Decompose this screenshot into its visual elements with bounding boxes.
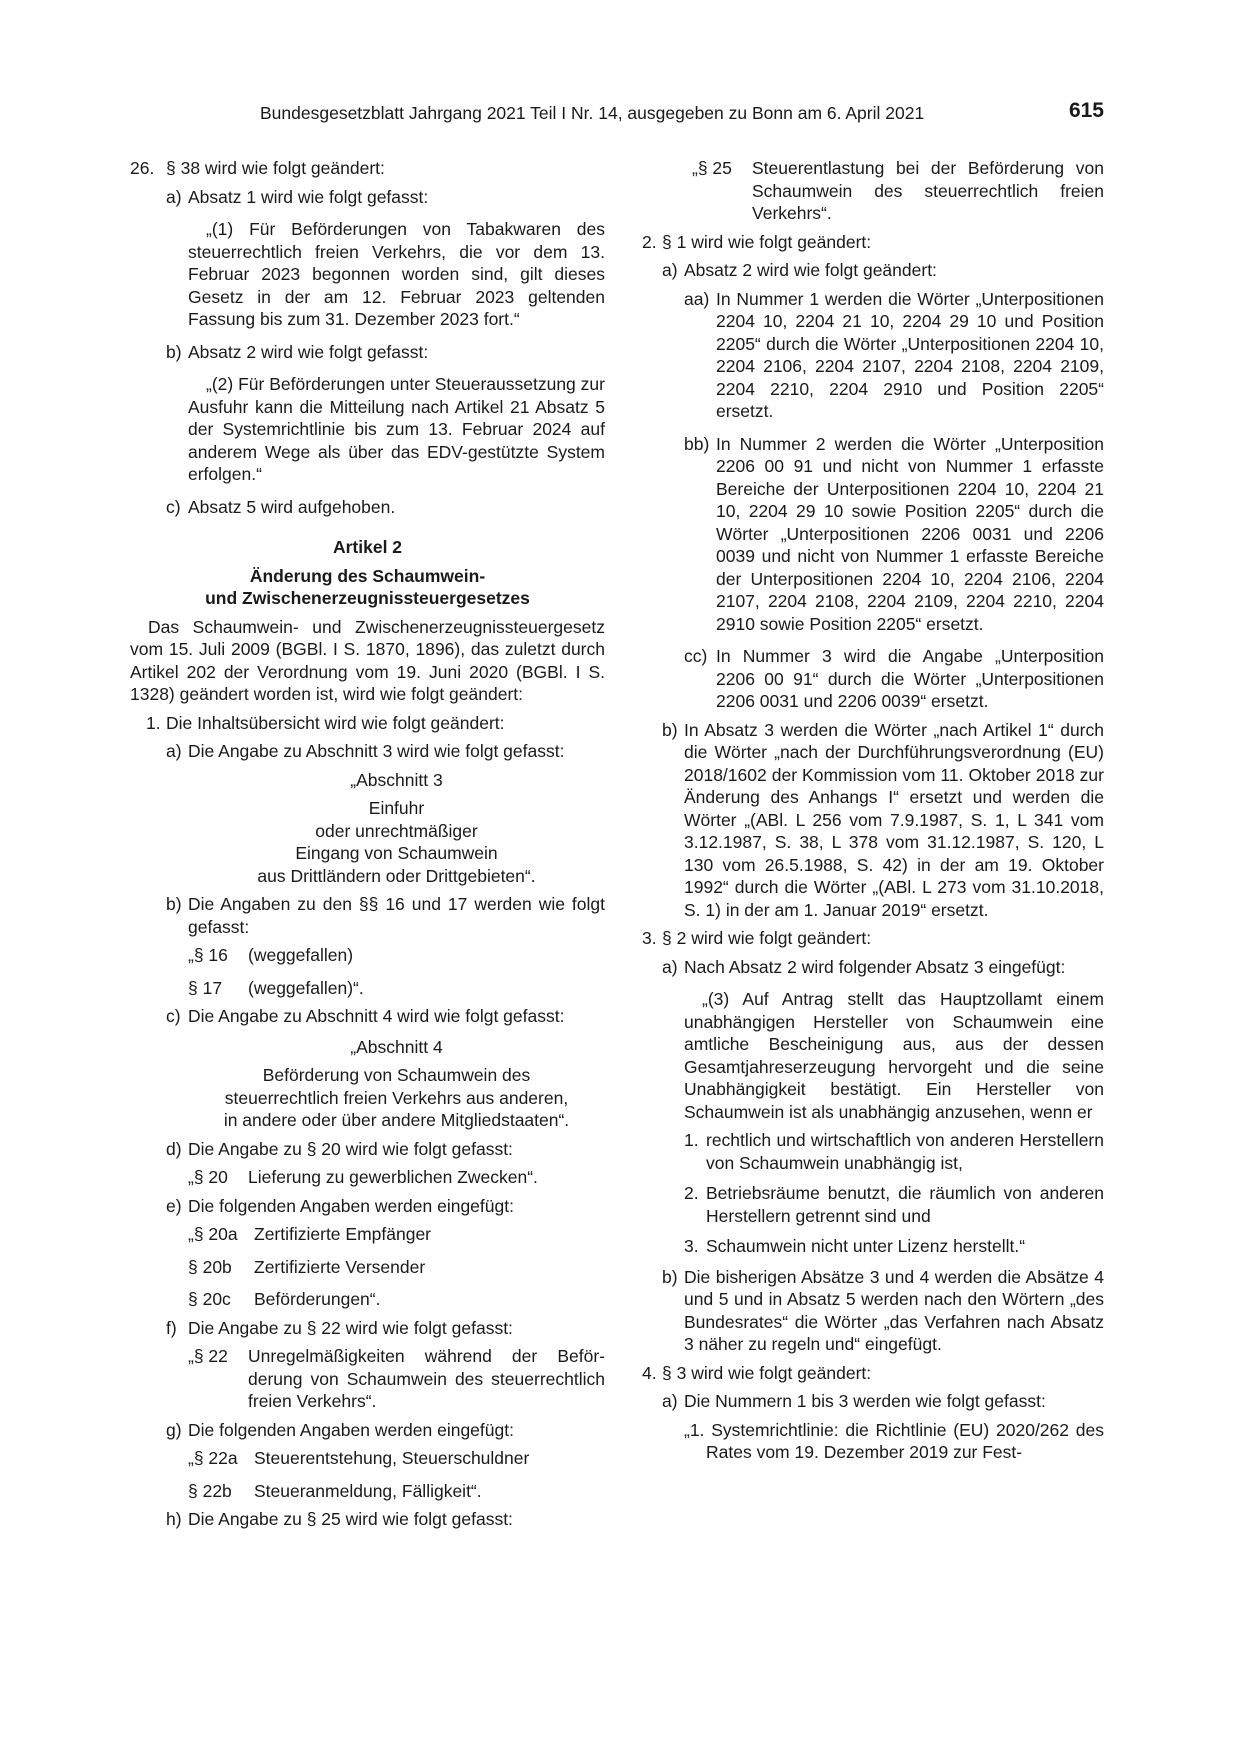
item-text: Die Angaben zu den §§ 16 und 17 werden wie folgt gefasst:: [188, 894, 605, 937]
item-number: 1.: [146, 712, 161, 733]
item-letter: cc): [684, 646, 708, 666]
section-title: Lieferung zu gewerblichen Zwecken“.: [248, 1167, 538, 1187]
section-title: (weggefallen): [248, 945, 354, 965]
item-number: 2.: [642, 231, 657, 252]
item-letter: f): [166, 1317, 177, 1338]
item-4: [642, 1362, 1104, 1385]
article-title: Artikel 2: [332, 537, 403, 557]
section-title: Steueranmeldung, Fälligkeit“.: [254, 1480, 482, 1501]
section-number: § 20c: [188, 1289, 231, 1309]
item-1g: [166, 1419, 605, 1442]
item-text: Absatz 5 wird aufgehoben.: [188, 496, 396, 517]
item-text: In Nummer 1 werden die Wörter „Unterpositionen 2204 10, 2204 21 10, 2204 29 10 und Position 2205“ durch die Wörter „Unterpositionen 2204 10, 2204 2106, 2204 2107, 2204 2108, 2204 2109, 2204 2210, 2204 2910 und Position 2205“ ersetzt.: [716, 288, 1104, 421]
item-2b: [662, 719, 1104, 922]
item-text: Die Angabe zu Abschnitt 4 wird wie folgt gefasst:: [188, 1006, 565, 1026]
item-2a-cc: [684, 645, 1104, 713]
toc-entry-20a: [188, 1223, 605, 1246]
section-number: „§ 20a: [188, 1224, 238, 1244]
item-text: In Nummer 2 werden die Wörter „Unterposition 2206 00 91 und nicht von Nummer 1 erfasste Bereiche der Unterpositionen 2204 10, 2204 21 10, 2204 29 10 sowie Position 2205“ durch die Wörter „Unterpositionen 2206 0031 und 2206 0039 und nicht von Nummer 1 erfasste Bereiche der Unterpositionen 2204 10, 2204 2106, 2204 2107, 2204 2108, 2204 2109, 2204 2210, 2204 2910 sowie Position 2205“ ersetzt.: [716, 433, 1104, 634]
item-text: Die Angabe zu § 22 wird wie folgt gefasst:: [188, 1317, 513, 1338]
section-number: „§ 25: [692, 158, 732, 178]
item-1a: [166, 740, 605, 763]
item-1h: [166, 1508, 605, 1531]
item-number: 1.: [684, 1130, 699, 1150]
item-letter: b): [166, 894, 182, 914]
item-number: 3.: [642, 928, 657, 948]
section-heading: „Abschnitt 4: [350, 1036, 443, 1057]
item-text: Die bisherigen Absätze 3 und 4 werden die Absätze 4 und 5 und in Absatz 5 werden nach den Wörtern „des Bundesrates“ die Wörter „das Verfahren nach Absatz 3 näher zu regeln und“ eingefügt.: [684, 1266, 1104, 1354]
item-2a-bb: [684, 433, 1104, 636]
item-number: 3.: [684, 1236, 699, 1256]
item-text: § 2 wird wie folgt geändert:: [662, 928, 872, 948]
item-text: Die Angabe zu § 25 wird wie folgt gefasst:: [188, 1509, 513, 1529]
left-column: [130, 157, 605, 1531]
section-title: (weggefallen)“.: [248, 977, 364, 998]
quoted-item-1: [684, 1129, 1104, 1174]
toc-entry-22: [188, 1345, 605, 1413]
section-title-line: Eingang von Schaumwein: [295, 843, 498, 863]
item-text: Absatz 2 wird wie folgt gefasst:: [188, 341, 429, 362]
item-text: § 3 wird wie folgt geändert:: [662, 1362, 872, 1383]
toc-entry-22b: [188, 1480, 605, 1503]
item-text: Betriebsräume benutzt, die räumlich von anderen Herstellern getrennt sind und: [706, 1183, 1104, 1226]
item-letter: g): [166, 1419, 182, 1440]
quoted-item-2: [684, 1182, 1104, 1227]
section-number: § 22b: [188, 1480, 232, 1501]
toc-entry-22a: [188, 1447, 605, 1470]
item-number: 2.: [684, 1183, 699, 1203]
section-number: „§ 20: [188, 1167, 228, 1187]
item-letter: a): [166, 741, 182, 761]
item-text: In Absatz 3 werden die Wörter „nach Artikel 1“ durch die Wörter „nach der Durchführungsverordnung (EU) 2018/1602 der Kommission vom 11. Oktober 2018 zur Änderung des Anhangs I“ ersetzt und werden die Wörter „(ABl. L 256 vom 7.9.1987, S. 1, L 341 vom 3.12.1987, S. 38, L 378 vom 31.12.1987, S. 120, L 130 vom 26.5.1988, S. 42) in der am 19. Oktober 1992“ durch die Wörter „(ABl. L 273 vom 31.10.2018, S. 1) in der am 1. Januar 2019“ ersetzt.: [684, 719, 1104, 920]
item-2a-aa: [684, 288, 1104, 423]
item-2a: [662, 259, 1104, 282]
item-letter: h): [166, 1509, 182, 1529]
section-title-line: oder unrechtmäßiger: [315, 820, 478, 841]
item-2: [642, 231, 1104, 254]
page-number: 615: [1068, 99, 1104, 122]
header-text: Bundesgesetzblatt Jahrgang 2021 Teil I Nr. 14, ausgegeben zu Bonn am 6. April 2021: [260, 103, 925, 123]
item-1d: [166, 1138, 605, 1161]
item-text: § 1 wird wie folgt geändert:: [662, 231, 872, 252]
item-letter: bb): [684, 433, 710, 454]
section-title: Zertifizierte Empfänger: [254, 1224, 432, 1244]
toc-entry-20b: [188, 1256, 605, 1279]
section-number: „§ 16: [188, 945, 228, 965]
item-text: In Nummer 3 wird die Angabe „Unterposition 2206 00 91“ durch die Wörter „Unterpositionen 2206 0031 und 2206 0039“ ersetzt.: [716, 646, 1104, 711]
running-header: [260, 100, 1104, 126]
quoted-paragraph-3: „(3) Auf Antrag stellt das Hauptzollamt einem unabhängigen Hersteller von Schaumwein eine amtliche Bescheinigung aus, aus der dessen Gesamtjahreserzeugung hervorgeht und die seine Unabhängigkeit bestätigt. Ein Hersteller von Schaumwein ist als unabhängig anzusehen, wenn er: [684, 989, 1104, 1122]
item-text: Die Inhaltsübersicht wird wie folgt geändert:: [166, 712, 505, 733]
quoted-paragraph-1: „(1) Für Beförderungen von Tabakwaren des steuerrechtlich freien Verkehrs, die vor dem 13. Februar 2023 begonnen worden sind, gilt dieses Gesetz in der am 12. Februar 2023 geltenden Fassung bis zum 31. Dezember 2023 fort.“: [188, 219, 605, 329]
section-3-heading-block: [188, 769, 605, 888]
section-number: „§ 22: [188, 1346, 228, 1366]
item-1c: [166, 1005, 605, 1028]
section-title-line: Einfuhr: [368, 798, 425, 818]
item-1f: [166, 1317, 605, 1340]
item-1e: [166, 1195, 605, 1218]
item-number: 4.: [642, 1362, 657, 1383]
item-letter: b): [166, 341, 182, 362]
item-letter: a): [662, 956, 678, 977]
quoted-definition-1: „1. Systemrichtlinie: die Richtlinie (EU) 2020/262 des Rates vom 19. Dezember 2019 zur Fest-: [684, 1419, 1104, 1462]
item-1: [146, 712, 605, 735]
toc-entry-25: [692, 157, 1104, 225]
section-title: Beförderungen“.: [254, 1289, 381, 1309]
toc-entry-20c: [188, 1288, 605, 1311]
toc-entry-17: [188, 977, 605, 1000]
item-letter: d): [166, 1138, 182, 1159]
item-3a: [662, 956, 1104, 979]
item-text: Die Nummern 1 bis 3 werden wie folgt gefasst:: [684, 1391, 1046, 1411]
item-letter: e): [166, 1195, 182, 1216]
item-text: Absatz 1 wird wie folgt gefasst:: [188, 186, 429, 207]
section-heading: „Abschnitt 3: [350, 769, 443, 790]
item-3b: [662, 1266, 1104, 1356]
article-subtitle-line-2: und Zwischenerzeugnissteuergesetzes: [205, 588, 530, 608]
section-title: Steuerentstehung, Steuerschuldner: [254, 1448, 530, 1468]
item-3: [642, 927, 1104, 950]
article-subtitle-line-1: Änderung des Schaumwein-: [249, 565, 486, 586]
item-text: Die folgenden Angaben werden eingefügt:: [188, 1195, 514, 1216]
section-4-heading-block: [188, 1036, 605, 1132]
item-26a: [166, 186, 605, 209]
item-text: Die Angabe zu Abschnitt 3 wird wie folgt gefasst:: [188, 741, 565, 761]
quoted-item-3: [684, 1235, 1104, 1258]
item-letter: c): [166, 1006, 181, 1026]
item-text: Schaumwein nicht unter Lizenz herstellt.“: [706, 1236, 1026, 1256]
item-text: rechtlich und wirtschaftlich von anderen Herstellern von Schaumwein unabhängig ist,: [706, 1130, 1104, 1173]
right-column: [642, 157, 1104, 1464]
item-1b: [166, 893, 605, 938]
item-text: Nach Absatz 2 wird folgender Absatz 3 eingefügt:: [684, 956, 1066, 977]
item-number: 26.: [130, 158, 155, 178]
item-26b: [166, 341, 605, 364]
item-letter: b): [662, 1266, 678, 1287]
section-title-line: in andere oder über andere Mitgliedstaaten“.: [223, 1110, 570, 1130]
section-title-line: aus Drittländern oder Drittgebieten“.: [257, 865, 536, 886]
item-letter: c): [166, 496, 181, 517]
article-intro: Das Schaumwein- und Zwischenerzeugnissteuergesetz vom 15. Juli 2009 (BGBl. I S. 1870, 1896), das zuletzt durch Artikel 202 der Verordnung vom 19. Juni 2020 (BGBl. I S. 1328) geändert worden ist, wird wie folgt geändert:: [130, 616, 605, 704]
section-title: Steuerentlastung bei der Beförderung von Schaumwein des steuerrechtlich freien Verkehrs“.: [752, 158, 1104, 223]
item-text: § 38 wird wie folgt geändert:: [166, 158, 385, 178]
section-title: Zertifizierte Versender: [254, 1256, 426, 1277]
item-4a: [662, 1390, 1104, 1413]
item-letter: b): [662, 719, 678, 740]
item-letter: a): [662, 260, 678, 280]
section-title-line: steuerrechtlich freien Verkehrs aus anderen,: [224, 1087, 569, 1108]
toc-entry-20: [188, 1166, 605, 1189]
item-text: Absatz 2 wird wie folgt geändert:: [684, 260, 937, 280]
section-title-line: Beförderung von Schaumwein des: [262, 1065, 531, 1085]
section-title: Unregelmäßigkeiten während der Beförderung von Schaumwein des steuerrechtlich freien Verkehrs“.: [248, 1346, 605, 1411]
item-text: Die folgenden Angaben werden eingefügt:: [188, 1419, 514, 1440]
item-letter: a): [662, 1391, 678, 1411]
item-26c: [166, 496, 605, 519]
item-text: Die Angabe zu § 20 wird wie folgt gefasst:: [188, 1138, 513, 1159]
section-number: § 20b: [188, 1256, 232, 1277]
item-26: [130, 157, 605, 180]
section-number: „§ 22a: [188, 1448, 238, 1468]
item-letter: a): [166, 186, 182, 207]
section-number: § 17: [188, 977, 223, 998]
item-letter: aa): [684, 288, 710, 309]
toc-entry-16: [188, 944, 605, 967]
quoted-paragraph-2: „(2) Für Beförderungen unter Steueraussetzung zur Ausfuhr kann die Mitteilung nach Artikel 21 Absatz 5 der Systemrichtlinie bis zum 13. Februar 2024 auf anderem Wege als über das EDV-gestützte System erfolgen.“: [188, 374, 605, 484]
